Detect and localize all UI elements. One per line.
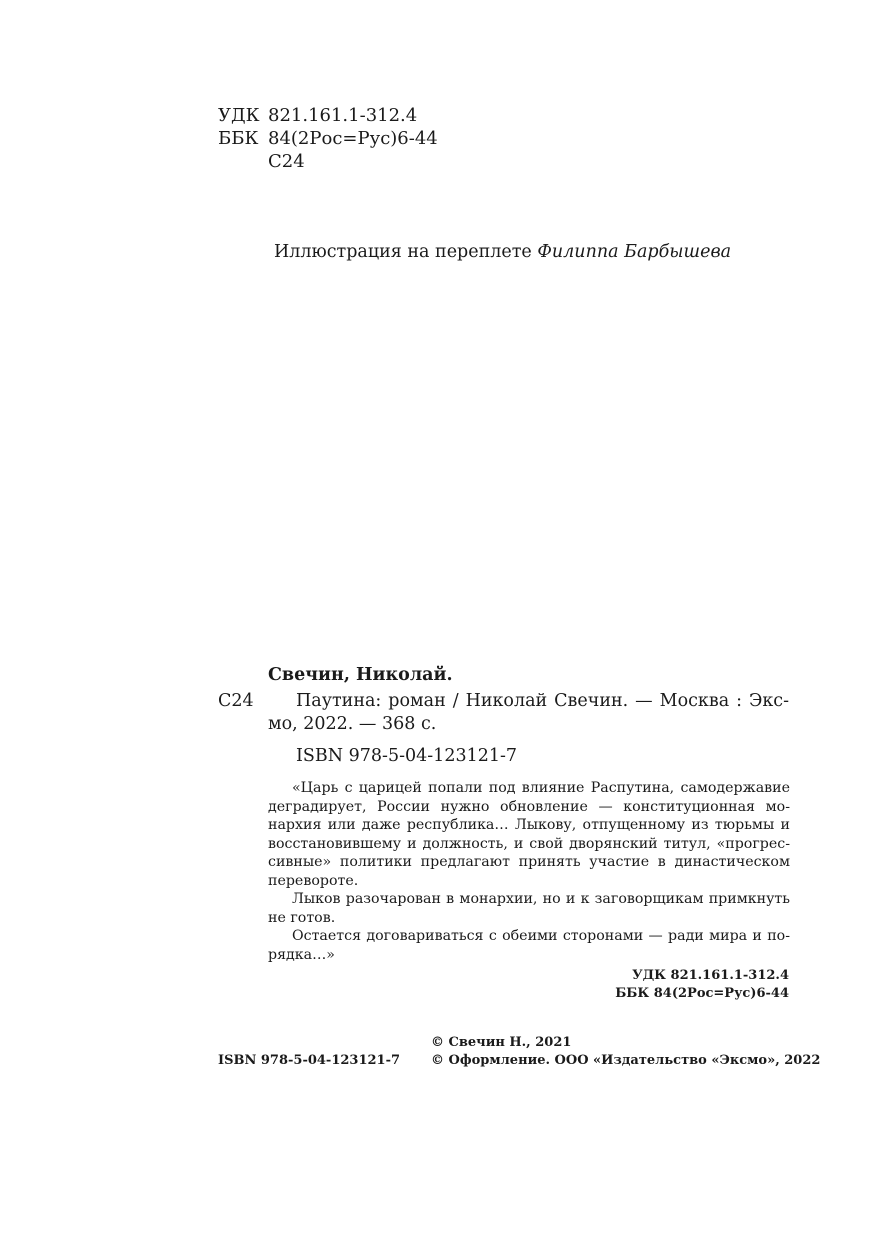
annotation-line: деградирует, России нужно обновление — конституционная мо-: [268, 798, 790, 815]
annotation-line: нархия или даже республика… Лыкову, отпущенному из тюрьмы и: [268, 817, 790, 833]
illustration-artist: Филиппа Барбышева: [537, 242, 732, 262]
annotation-line: восстановившему и должность, и свой дворянский титул, «прогрес-: [268, 835, 790, 852]
annotation-line: сивные» политики предлагают принять участие в династическом: [268, 854, 790, 870]
author-heading: Свечин, Николай.: [268, 665, 453, 685]
copyright-design: © Оформление. ООО «Издательство «Эксмо», 2022: [431, 1053, 821, 1068]
annotation-line: перевороте.: [268, 872, 359, 889]
annotation-line: Лыков разочарован в монархии, но и к заговорщикам примкнуть: [292, 891, 790, 907]
udk-row: [218, 104, 417, 127]
illustration-credit: [274, 242, 731, 262]
title-line-1: Паутина: роман / Николай Свечин. — Москва : Экс-: [296, 691, 789, 711]
annotation: [268, 779, 790, 964]
illustration-prefix: Иллюстрация на переплете: [274, 242, 538, 262]
title-line-2: мо, 2022. — 368 с.: [268, 714, 437, 734]
author-mark-top: С24: [268, 151, 305, 172]
isbn-footer: ISBN 978-5-04-123121-7: [218, 1053, 401, 1068]
annotation-bbk: ББК 84(2Рос=Рус)6-44: [615, 986, 789, 1001]
author-mark: С24: [218, 691, 254, 711]
annotation-line: рядка…»: [268, 946, 335, 963]
bbk-row: [218, 127, 438, 150]
annotation-line: не готов.: [268, 909, 336, 926]
annotation-udk: УДК 821.161.1-312.4: [632, 968, 789, 983]
annotation-line: Остается договариваться с обеими сторонами — ради мира и по-: [292, 928, 790, 944]
isbn-record: ISBN 978-5-04-123121-7: [296, 746, 518, 766]
udk-value: 821.161.1-312.4: [268, 105, 418, 126]
copyright-author: © Свечин Н., 2021: [431, 1035, 572, 1050]
udk-label: УДК: [218, 105, 260, 126]
bbk-value: 84(2Рос=Рус)6-44: [268, 128, 438, 149]
bbk-label: ББК: [218, 128, 259, 149]
annotation-line: «Царь с царицей попали под влияние Распутина, самодержавие: [292, 780, 790, 796]
